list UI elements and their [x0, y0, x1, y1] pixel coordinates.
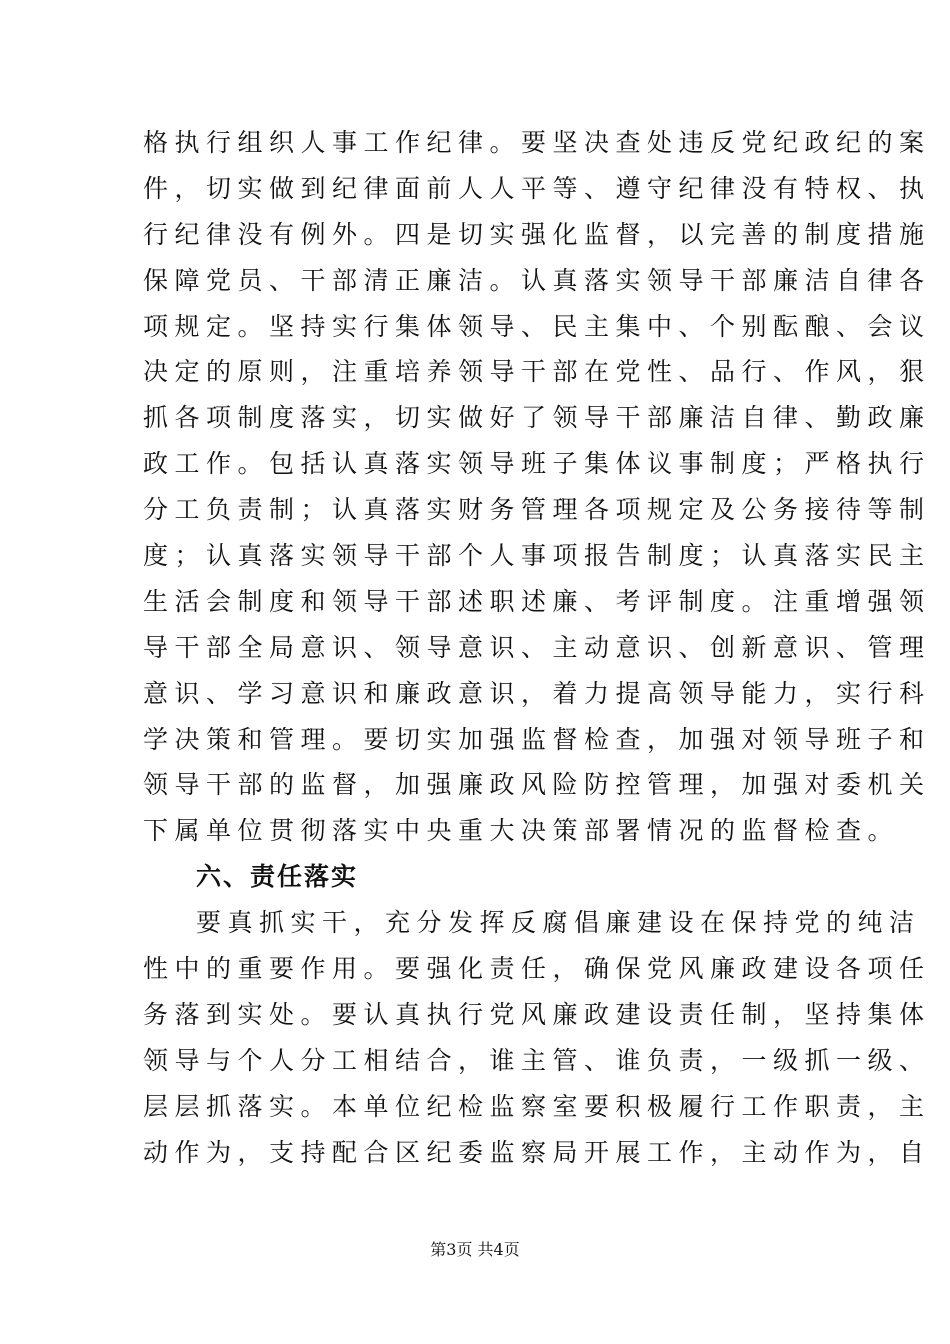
text-line: 意识、学习意识和廉政意识，着力提高领导能力，实行科 — [143, 678, 931, 708]
page-number-footer: 第3页 共4页 — [430, 1240, 520, 1259]
text-line: 度；认真落实领导干部个人事项报告制度；认真落实民主 — [143, 541, 931, 571]
text-line: 下属单位贯彻落实中央重大决策部署情况的监督检查。 — [143, 816, 900, 846]
text-line: 保障党员、干部清正廉洁。认真落实领导干部廉洁自律各 — [143, 265, 931, 295]
text-line: 要真抓实干，充分发挥反腐倡廉建设在保持党的纯洁 — [196, 908, 921, 938]
text-line: 抓各项制度落实，切实做好了领导干部廉洁自律、勤政廉 — [143, 403, 931, 433]
text-line: 领导干部的监督，加强廉政风险防控管理，加强对委机关 — [143, 770, 931, 800]
text-line: 务落到实处。要认真执行党风廉政建设责任制，坚持集体 — [143, 999, 931, 1029]
document-body — [143, 120, 931, 1175]
text-line: 分工负责制；认真落实财务管理各项规定及公务接待等制 — [143, 495, 931, 525]
text-line: 政工作。包括认真落实领导班子集体议事制度；严格执行 — [143, 449, 931, 479]
text-line: 性中的重要作用。要强化责任，确保党风廉政建设各项任 — [143, 954, 931, 984]
text-line: 学决策和管理。要切实加强监督检查，加强对领导班子和 — [143, 724, 931, 754]
section-heading: 六、责任落实 — [196, 862, 359, 892]
text-line: 导干部全局意识、领导意识、主动意识、创新意识、管理 — [143, 632, 931, 662]
text-line: 项规定。坚持实行集体领导、民主集中、个别酝酿、会议 — [143, 311, 931, 341]
text-line: 决定的原则，注重培养领导干部在党性、品行、作风，狠 — [143, 357, 931, 387]
text-line: 领导与个人分工相结合，谁主管、谁负责，一级抓一级、 — [143, 1045, 931, 1075]
text-line: 件，切实做到纪律面前人人平等、遵守纪律没有特权、执 — [143, 173, 931, 203]
text-line: 动作为，支持配合区纪委监察局开展工作，主动作为，自 — [143, 1137, 931, 1167]
text-line: 格执行组织人事工作纪律。要坚决查处违反党纪政纪的案 — [143, 128, 931, 157]
text-line: 层层抓落实。本单位纪检监察室要积极履行工作职责，主 — [143, 1091, 931, 1121]
text-line: 生活会制度和领导干部述职述廉、考评制度。注重增强领 — [143, 586, 931, 616]
text-line: 行纪律没有例外。四是切实强化监督，以完善的制度措施 — [143, 219, 931, 249]
